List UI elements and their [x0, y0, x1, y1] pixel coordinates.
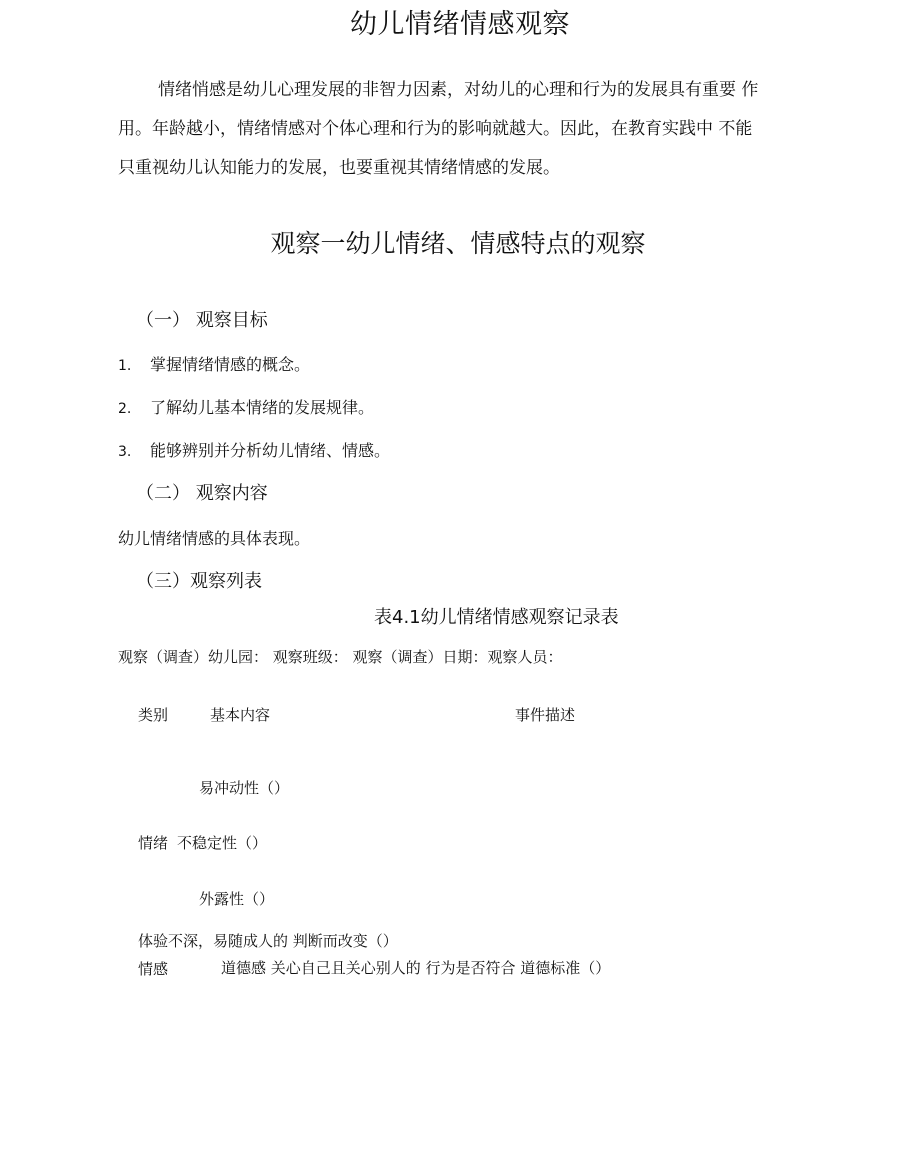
emotion-item: 易冲动性（） — [199, 779, 290, 797]
intro-line: 用。年龄越小，情绪情感对个体心理和行为的影响就越大。因此，在教育实践中 不能 — [118, 119, 753, 139]
emotion-item: 外露性（） — [199, 890, 275, 908]
part1-heading: （一） 观察目标 — [136, 310, 268, 331]
list-text: 能够辨别并分析幼儿情绪、情感。 — [150, 441, 391, 460]
table-meta: 观察（调查）幼儿园： 观察班级： 观察（调查）日期：观察人员： — [118, 648, 563, 666]
list-item — [118, 395, 374, 418]
table-caption: 表4.1幼儿情绪情感观察记录表 — [374, 607, 619, 628]
intro-line: 情绪悄感是幼儿心理发展的非智力因素，对幼儿的心理和行为的发展具有重要 作 — [158, 80, 759, 100]
emotion-item: 体验不深，易随成人的 判断而改变（） — [138, 932, 398, 950]
part2-text: 幼儿情绪情感的具体表现。 — [118, 529, 311, 548]
list-number: 3. — [118, 444, 132, 460]
emotion-item: 不稳定性（） — [177, 834, 268, 852]
section-title: 观察一幼儿情绪、情感特点的观察 — [270, 229, 646, 258]
header-category: 类别 — [138, 706, 169, 724]
emotion-label: 情绪 — [138, 834, 169, 852]
list-number: 1. — [118, 358, 132, 374]
intro-line: 只重视幼儿认知能力的发展，也要重视其情绪情感的发展。 — [118, 158, 560, 178]
list-text: 了解幼儿基本情绪的发展规律。 — [150, 398, 375, 417]
part2-heading: （二） 观察内容 — [136, 483, 268, 504]
part3-heading: （三）观察列表 — [136, 571, 262, 592]
intro-paragraph — [118, 71, 802, 188]
document-title: 幼儿情绪情感观察 — [350, 9, 570, 40]
list-item — [118, 352, 310, 375]
list-text: 掌握情绪情感的概念。 — [150, 355, 311, 374]
header-content: 基本内容 — [210, 706, 271, 724]
list-item — [118, 438, 390, 461]
list-number: 2. — [118, 401, 132, 417]
feeling-item: 道德感 关心自己且关心别人的 行为是否符合 道德标准（） — [221, 959, 611, 977]
feeling-label: 情感 — [138, 960, 169, 978]
header-event: 事件描述 — [515, 706, 576, 724]
